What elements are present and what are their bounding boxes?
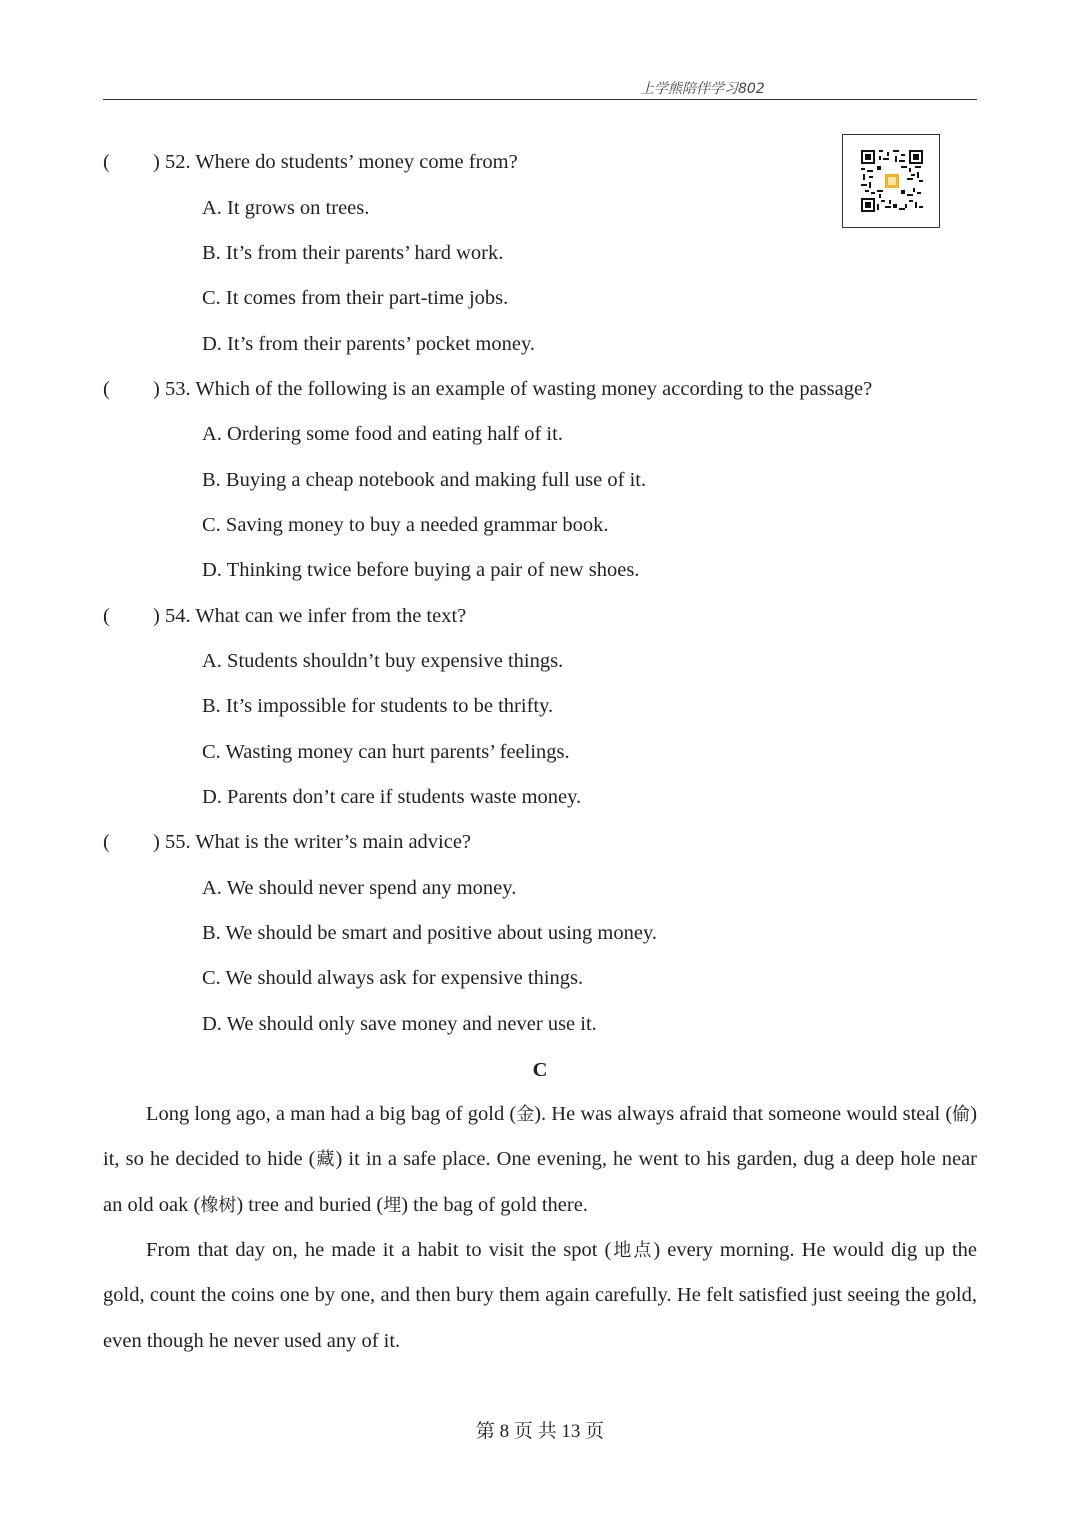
page-header-text: 上学熊陪伴学习802: [640, 81, 765, 97]
question-stem: 54. What can we infer from the text?: [164, 605, 467, 627]
question-54: [103, 604, 466, 628]
option-a: A. Ordering some food and eating half of it.: [202, 423, 563, 445]
page-number: 第 8 页 共 13 页: [475, 1421, 605, 1442]
text-run: ) the bag of gold there.: [401, 1193, 588, 1216]
option-c: C. Saving money to buy a needed grammar book.: [202, 514, 609, 536]
answer-blank-open: (: [103, 831, 110, 853]
qr-code[interactable]: [842, 134, 940, 228]
gloss: 埋: [383, 1194, 402, 1216]
question-stem: 55. What is the writer’s main advice?: [164, 831, 472, 853]
header-divider: [103, 99, 977, 100]
answer-blank-close: ): [153, 151, 160, 173]
option-b: B. We should be smart and positive about using money.: [202, 922, 657, 944]
option-b: B. It’s impossible for students to be thrifty.: [202, 695, 554, 717]
option-d: D. Parents don’t care if students waste money.: [202, 786, 582, 808]
passage-paragraph-2: [103, 1228, 977, 1364]
option-c: C. Wasting money can hurt parents’ feelings.: [202, 741, 570, 763]
option-a: A. We should never spend any money.: [202, 877, 517, 899]
question-52: [103, 150, 518, 174]
answer-blank-close: ): [153, 605, 160, 627]
option-c: C. It comes from their part-time jobs.: [202, 287, 509, 309]
qr-code-icon: [861, 150, 923, 212]
question-53: [103, 377, 872, 401]
gloss: 橡树: [200, 1194, 237, 1216]
option-c: C. We should always ask for expensive things.: [202, 967, 584, 989]
answer-blank-open: (: [103, 605, 110, 627]
text-run: ). He was always afraid that someone would steal (: [534, 1103, 953, 1125]
answer-blank-open: (: [103, 151, 110, 173]
option-d: D. Thinking twice before buying a pair of new shoes.: [202, 559, 640, 581]
passage-paragraph-1: [103, 1092, 977, 1228]
text-run: ) it, so he decided to hide (: [103, 1103, 978, 1171]
text-run: ) every morning. He would dig up the gold, count the coins one by one, and then bury them again carefully. He felt satisfied just seeing the gold, even though he never used any of it.: [103, 1239, 977, 1352]
option-a: A. Students shouldn’t buy expensive things.: [202, 650, 564, 672]
answer-blank-close: ): [153, 378, 160, 400]
question-stem: 52. Where do students’ money come from?: [164, 151, 518, 173]
gloss: 金: [516, 1104, 535, 1125]
question-stem: 53. Which of the following is an example of wasting money according to the passage?: [164, 378, 873, 400]
text-run: ) it in a safe place. One evening, he went to his garden, dug a deep hole near an old oak (: [103, 1148, 978, 1216]
answer-blank-open: (: [103, 378, 110, 400]
question-55: [103, 830, 471, 854]
text-run: ) tree and buried (: [236, 1193, 384, 1216]
gloss: 地点: [611, 1240, 654, 1261]
option-b: B. It’s from their parents’ hard work.: [202, 242, 504, 264]
option-b: B. Buying a cheap notebook and making full use of it.: [202, 469, 647, 491]
option-d: D. We should only save money and never use it.: [202, 1013, 597, 1035]
option-d: D. It’s from their parents’ pocket money.: [202, 333, 536, 355]
text-run: Long long ago, a man had a big bag of gold (: [146, 1103, 517, 1125]
option-a: A. It grows on trees.: [202, 197, 370, 219]
gloss: 偷: [952, 1104, 971, 1125]
text-run: From that day on, he made it a habit to visit the spot (: [146, 1239, 612, 1261]
gloss: 藏: [315, 1149, 336, 1171]
answer-blank-close: ): [153, 831, 160, 853]
section-title: C: [532, 1059, 548, 1081]
